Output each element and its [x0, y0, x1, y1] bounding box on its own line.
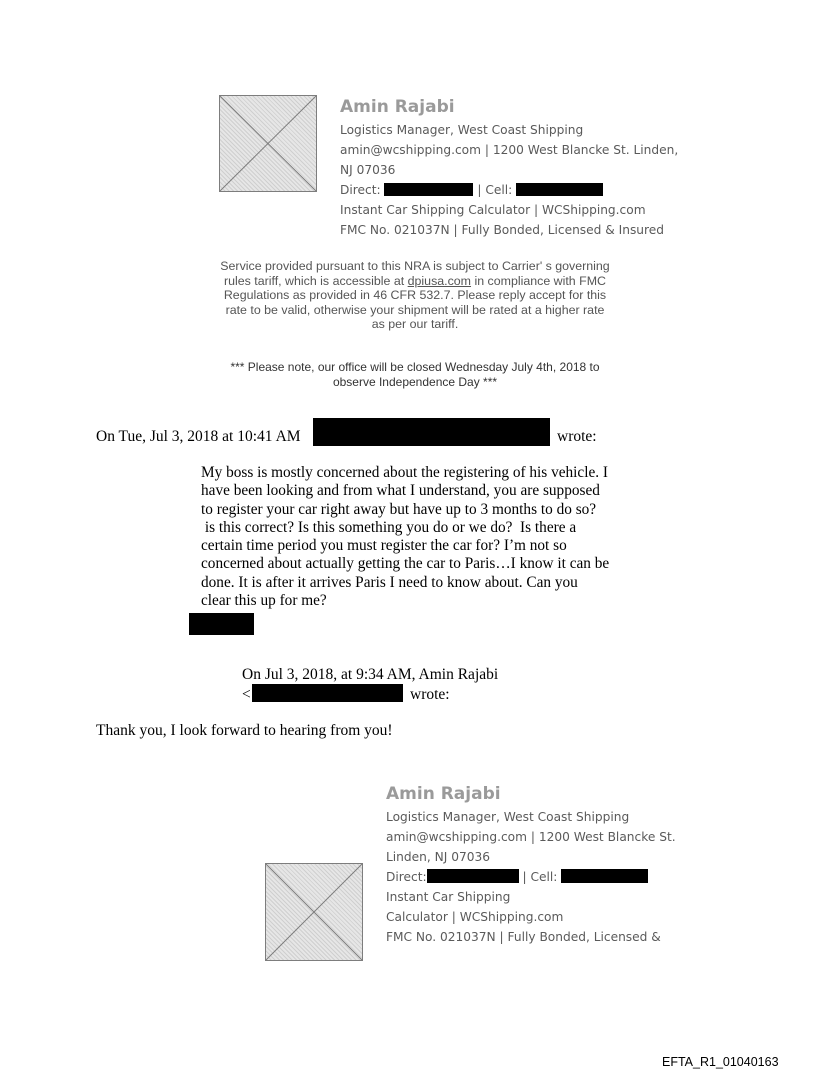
signature-address-line2: Linden, NJ 07036: [386, 850, 490, 864]
notice-line: Service provided pursuant to this NRA is subject to Carrier' s governing: [220, 259, 610, 273]
redaction-block: [561, 869, 648, 883]
notice-text: in compliance with FMC: [471, 273, 606, 288]
redaction-block: [252, 684, 403, 702]
logo-placeholder-image: [265, 863, 363, 961]
reply-header: [96, 428, 301, 446]
direct-label: Direct:: [340, 183, 381, 197]
tariff-link[interactable]: dpiusa.com: [407, 273, 472, 288]
office-notice-line: *** Please note, our office will be closed Wednesday July 4th, 2018 to: [230, 360, 600, 374]
signature-calculator-link[interactable]: Calculator | WCShipping.com: [386, 910, 564, 924]
redaction-block: [384, 183, 473, 196]
signature-name: Amin Rajabi: [386, 784, 501, 804]
signature-title: Logistics Manager, West Coast Shipping: [386, 810, 630, 824]
office-closed-notice: [180, 360, 650, 390]
tariff-notice: [180, 259, 650, 332]
signature-phone-line: [386, 867, 706, 887]
redaction-block: [189, 613, 254, 635]
reply-header-date: On Tue, Jul 3, 2018 at 10:41 AM: [96, 428, 301, 445]
message-line: certain time period you must register the car for? I’m not so: [201, 537, 567, 555]
reply-header-wrote: wrote:: [557, 428, 597, 445]
redaction-block: [427, 869, 519, 883]
message-line: is this correct? Is this something you do or we do? Is there a: [201, 518, 577, 536]
message-line: clear this up for me?: [201, 592, 327, 610]
message-line: concerned about actually getting the car to Paris…I know it can be: [201, 555, 610, 573]
signature-phone-line: [340, 180, 700, 200]
signature-address-line2: NJ 07036: [340, 163, 396, 177]
reply-header-2-lt: <: [242, 686, 251, 703]
office-notice-line: observe Independence Day ***: [332, 375, 498, 389]
message-line: My boss is mostly concerned about the registering of his vehicle. I: [201, 464, 608, 481]
notice-line: rate to be valid, otherwise your shipment will be rated at a higher rate: [225, 302, 605, 317]
signature-fmc-line: FMC No. 021037N | Fully Bonded, Licensed & Insured: [340, 223, 665, 237]
redaction-block: [313, 418, 550, 446]
signature-calculator-link[interactable]: Instant Car Shipping: [386, 890, 511, 904]
logo-placeholder-image: [219, 95, 317, 192]
thanks-line: Thank you, I look forward to hearing from you!: [96, 722, 393, 739]
signature-email-address[interactable]: amin@wcshipping.com | 1200 West Blancke St. Linden,: [340, 143, 679, 157]
broken-image-icon: [266, 864, 362, 960]
message-line: to register your car right away but have up to 3 months to do so?: [201, 500, 597, 518]
reply-header-2-wrote: wrote:: [410, 686, 450, 703]
document-id-footer: EFTA_R1_01040163: [662, 1055, 779, 1069]
signature-email-address[interactable]: amin@wcshipping.com | 1200 West Blancke St.: [386, 830, 676, 844]
message-line: have been looking and from what I understand, you are supposed: [201, 482, 600, 500]
notice-line: Regulations as provided in 46 CFR 532.7. Please reply accept for this: [223, 288, 607, 302]
cell-label: | Cell:: [522, 870, 558, 884]
notice-line: [180, 274, 650, 289]
signature-name: Amin Rajabi: [340, 97, 455, 117]
redaction-block: [516, 183, 603, 196]
signature-title: Logistics Manager, West Coast Shipping: [340, 123, 584, 137]
signature-calculator-link[interactable]: Instant Car Shipping Calculator | WCShipping.com: [340, 203, 646, 217]
broken-image-icon: [220, 96, 316, 191]
signature-fmc-line: FMC No. 021037N | Fully Bonded, Licensed &: [386, 930, 661, 944]
quoted-message-body: [201, 464, 661, 610]
notice-text: rules tariff, which is accessible at: [224, 273, 408, 288]
message-line: done. It is after it arrives Paris I need to know about. Can you: [201, 573, 578, 591]
direct-label: Direct:: [386, 870, 427, 884]
reply-header-2: On Jul 3, 2018, at 9:34 AM, Amin Rajabi: [242, 666, 499, 683]
signature-block: [386, 807, 706, 947]
signature-block: [340, 120, 700, 240]
cell-label: | Cell:: [477, 183, 513, 197]
notice-line: as per our tariff.: [371, 317, 459, 331]
